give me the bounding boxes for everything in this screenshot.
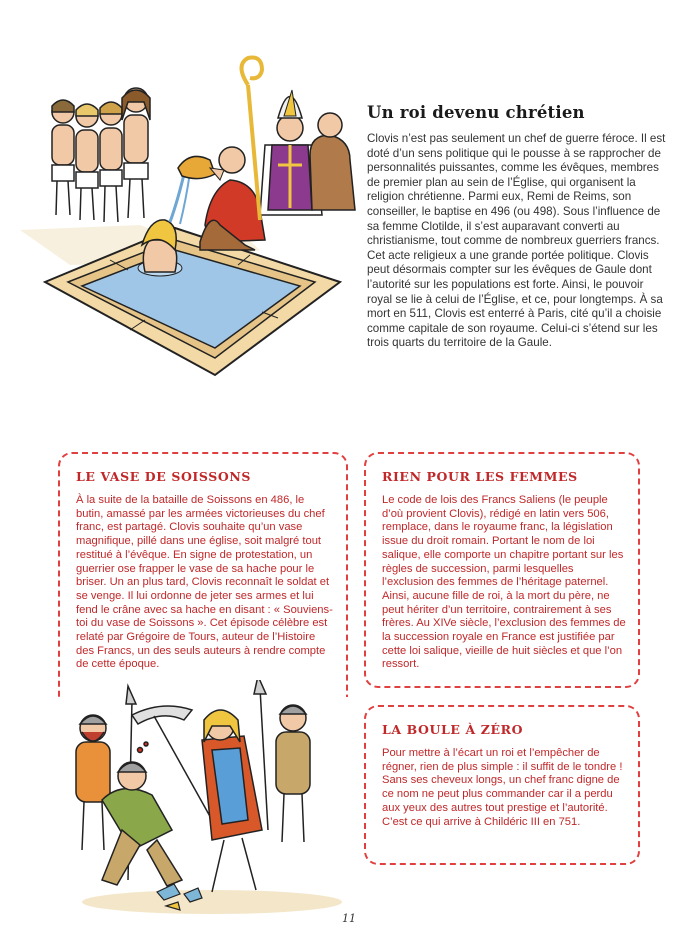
sidebar-box-vase [58,452,348,697]
main-article-title: Un roi devenu chrétien [367,103,585,122]
page-number: 11 [342,912,356,925]
main-article-body: Clovis n’est pas seulement un chef de guerre féroce. Il est doté d’un sens politique qui le pousse à se rapprocher de personnalités puissantes, comme les évêques, membres de premier plan au sein de l’Église, qui organisent la religion chrétienne. Parmi eux, Remi de Reims, son conseiller, le baptise en 496 (ou 498). Sous l’influence de sa femme Clotilde, il s’est auparavant converti au christianisme, tout comme de nombreux guerriers francs. Cet acte religieux a une grande portée politique. Clovis peut désormais compter sur les évêques de Gaule dont l’autorité sur les populations est forte. Ainsi, le pouvoir royal se lie à celui de l’Église, et ce, pour longtemps. À sa mort en 511, Clovis est enterré à Paris, cité qu’il a choisie comme capitale de son royaume. Celui-ci s’étend sur les trois quarts du territoire de la Gaule. [367,132,666,350]
box-title-vase: LE VASE DE SOISSONS [76,469,252,484]
baptism-illustration [10,50,362,380]
sidebar-box-boule [364,705,640,865]
soissons-illustration [62,680,344,920]
box-title-femmes: RIEN POUR LES FEMMES [382,469,578,484]
sidebar-box-femmes [364,452,640,688]
box-body-vase: À la suite de la bataille de Soissons en 486, le butin, amassé par les armées victorieuses du chef franc, est partagé. Clovis souhaite qu’un vase magnifique, pillé dans une église, soit malgré tout restitué à l’évêque. En signe de protestation, un guerrier ose frapper le vase de sa hache pour le briser. Un an plus tard, Clovis reconnaît le soldat et se venge. Il lui ordonne de jeter ses armes et lui fend le crâne avec sa hache en disant : « Souviens-toi du vase de Soissons ». Cet épisode célèbre est relaté par Grégoire de Tours, auteur de l’Histoire des Francs, un des seuls auteurs à rendre compte de cette époque. [76,494,333,671]
main-article [367,103,667,351]
box-title-boule: LA BOULE À ZÉRO [382,722,524,737]
box-body-femmes: Le code de lois des Francs Saliens (le peuple d’où provient Clovis), rédigé en latin vers 506, remplace, dans le royaume franc, la législation issue du droit romain. Portant le nom de loi salique, elle comporte un chapitre portant sur les règles de succession, parmi lesquelles l’exclusion des femmes de l’héritage paternel. Ainsi, aucune fille de roi, à la mort du père, ne peut hériter d’un territoire, contrairement à ses frères. Au XIVe siècle, l’exclusion des femmes de la succession royale en France est justifiée par cette loi salique, vieille de huit siècles et que l’on ressort. [382,494,626,671]
baptism-drawing [10,50,362,380]
box-body-boule: Pour mettre à l’écart un roi et l’empêcher de régner, rien de plus simple : il suffit de le tondre ! Sans ses cheveux longs, un chef franc digne de ce nom ne peut plus commander car il a perdu aux yeux des autres tout prestige et l’autorité. C’est ce qui arrive à Childéric III en 751. [382,747,623,828]
soissons-drawing [62,680,344,920]
